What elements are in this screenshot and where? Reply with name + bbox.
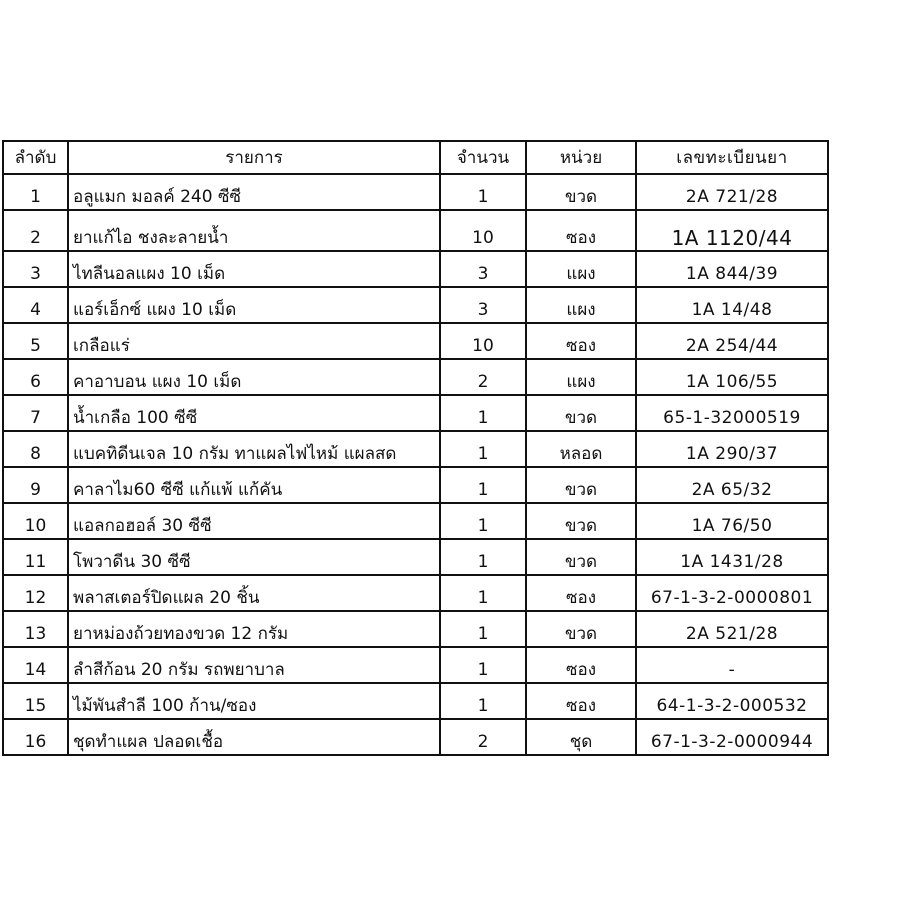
- cell-qty: 1: [440, 174, 526, 210]
- cell-reg: 1A 844/39: [636, 251, 828, 287]
- cell-reg: 2A 521/28: [636, 611, 828, 647]
- table-row: [3, 323, 828, 359]
- header-qty: จำนวน: [440, 141, 526, 174]
- header-unit: หน่วย: [526, 141, 636, 174]
- header-item: รายการ: [68, 141, 440, 174]
- cell-qty: 10: [440, 210, 526, 251]
- cell-reg: 2A 721/28: [636, 174, 828, 210]
- table-row: [3, 647, 828, 683]
- cell-unit: ชุด: [526, 719, 636, 755]
- cell-reg: 2A 254/44: [636, 323, 828, 359]
- cell-no: 7: [3, 395, 68, 431]
- cell-item: แบคทิดีนเจล 10 กรัม ทาแผลไฟไหม้ แผลสด: [68, 431, 440, 467]
- cell-qty: 1: [440, 575, 526, 611]
- cell-unit: ซอง: [526, 647, 636, 683]
- cell-unit: ขวด: [526, 611, 636, 647]
- cell-no: 3: [3, 251, 68, 287]
- cell-item: ไม้พันสำลี 100 ก้าน/ซอง: [68, 683, 440, 719]
- cell-reg: 1A 1431/28: [636, 539, 828, 575]
- table-row: [3, 539, 828, 575]
- cell-item: อลูแมก มอลค์ 240 ซีซี: [68, 174, 440, 210]
- cell-qty: 3: [440, 287, 526, 323]
- table-row: [3, 719, 828, 755]
- cell-reg: 64-1-3-2-000532: [636, 683, 828, 719]
- header-no: ลำดับ: [3, 141, 68, 174]
- cell-no: 6: [3, 359, 68, 395]
- table-row: [3, 359, 828, 395]
- table-row: [3, 431, 828, 467]
- table-row: [3, 251, 828, 287]
- cell-item: ยาแก้ไอ ชงละลายน้ำ: [68, 210, 440, 251]
- cell-unit: ซอง: [526, 210, 636, 251]
- cell-unit: ขวด: [526, 539, 636, 575]
- cell-item: คาอาบอน แผง 10 เม็ด: [68, 359, 440, 395]
- cell-no: 4: [3, 287, 68, 323]
- cell-item: คาลาไม60 ซีซี แก้แพ้ แก้คัน: [68, 467, 440, 503]
- cell-qty: 3: [440, 251, 526, 287]
- cell-unit: ขวด: [526, 503, 636, 539]
- table-row: [3, 287, 828, 323]
- cell-unit: ซอง: [526, 683, 636, 719]
- table-row: [3, 174, 828, 210]
- cell-item: ชุดทำแผล ปลอดเชื้อ: [68, 719, 440, 755]
- cell-reg: 65-1-32000519: [636, 395, 828, 431]
- cell-qty: 1: [440, 539, 526, 575]
- header-row: [3, 141, 828, 174]
- cell-qty: 1: [440, 431, 526, 467]
- cell-unit: ขวด: [526, 395, 636, 431]
- cell-qty: 10: [440, 323, 526, 359]
- cell-qty: 1: [440, 683, 526, 719]
- cell-qty: 1: [440, 395, 526, 431]
- cell-unit: ซอง: [526, 575, 636, 611]
- cell-unit: แผง: [526, 251, 636, 287]
- cell-unit: แผง: [526, 359, 636, 395]
- cell-no: 14: [3, 647, 68, 683]
- cell-item: เกลือแร่: [68, 323, 440, 359]
- cell-no: 5: [3, 323, 68, 359]
- cell-no: 8: [3, 431, 68, 467]
- cell-item: โพวาดีน 30 ซีซี: [68, 539, 440, 575]
- cell-no: 13: [3, 611, 68, 647]
- cell-no: 15: [3, 683, 68, 719]
- cell-unit: ขวด: [526, 174, 636, 210]
- cell-reg: 1A 106/55: [636, 359, 828, 395]
- cell-item: น้ำเกลือ 100 ซีซี: [68, 395, 440, 431]
- cell-reg: 2A 65/32: [636, 467, 828, 503]
- cell-no: 16: [3, 719, 68, 755]
- table-row: [3, 611, 828, 647]
- table-row: [3, 395, 828, 431]
- header-reg: เลขทะเบียนยา: [636, 141, 828, 174]
- cell-qty: 2: [440, 719, 526, 755]
- table-row: [3, 575, 828, 611]
- medicine-list-table: [2, 140, 829, 756]
- cell-item: พลาสเตอร์ปิดแผล 20 ชิ้น: [68, 575, 440, 611]
- cell-no: 11: [3, 539, 68, 575]
- cell-qty: 1: [440, 647, 526, 683]
- cell-no: 10: [3, 503, 68, 539]
- cell-no: 12: [3, 575, 68, 611]
- cell-unit: หลอด: [526, 431, 636, 467]
- cell-no: 2: [3, 210, 68, 251]
- cell-item: ยาหม่องถ้วยทองขวด 12 กรัม: [68, 611, 440, 647]
- table-row: [3, 210, 828, 251]
- table-row: [3, 683, 828, 719]
- cell-reg: 1A 14/48: [636, 287, 828, 323]
- cell-qty: 1: [440, 611, 526, 647]
- cell-unit: แผง: [526, 287, 636, 323]
- cell-reg: 1A 290/37: [636, 431, 828, 467]
- cell-item: ไทลีนอลแผง 10 เม็ด: [68, 251, 440, 287]
- cell-item: แอร์เอ็กซ์ แผง 10 เม็ด: [68, 287, 440, 323]
- cell-qty: 2: [440, 359, 526, 395]
- cell-reg: 67-1-3-2-0000801: [636, 575, 828, 611]
- cell-no: 1: [3, 174, 68, 210]
- cell-unit: ซอง: [526, 323, 636, 359]
- cell-reg: 1A 76/50: [636, 503, 828, 539]
- cell-qty: 1: [440, 503, 526, 539]
- cell-reg: -: [636, 647, 828, 683]
- cell-qty: 1: [440, 467, 526, 503]
- cell-no: 9: [3, 467, 68, 503]
- cell-reg: 67-1-3-2-0000944: [636, 719, 828, 755]
- cell-item: แอลกอฮอล์ 30 ซีซี: [68, 503, 440, 539]
- table-row: [3, 467, 828, 503]
- cell-reg: 1A 1120/44: [636, 210, 828, 251]
- cell-item: ลำสีก้อน 20 กรัม รถพยาบาล: [68, 647, 440, 683]
- cell-unit: ขวด: [526, 467, 636, 503]
- table-row: [3, 503, 828, 539]
